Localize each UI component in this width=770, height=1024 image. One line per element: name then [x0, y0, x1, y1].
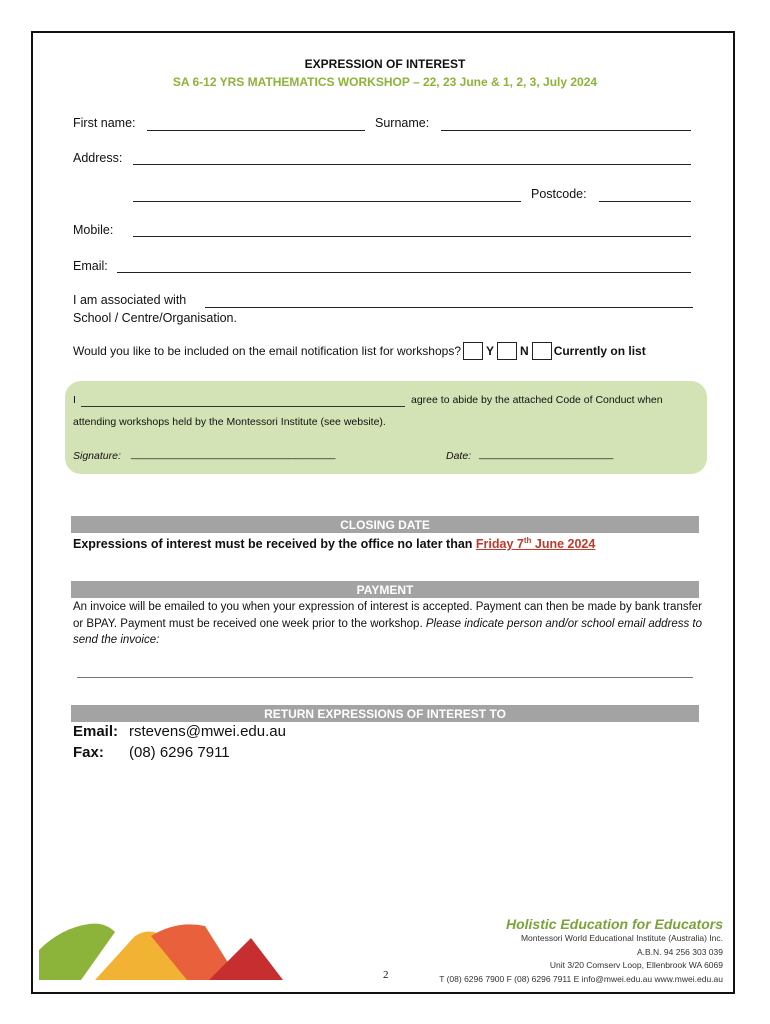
signature-label: Signature: — [73, 450, 121, 462]
date-field[interactable]: _______________________ — [479, 448, 614, 460]
closing-date-heading: CLOSING DATE — [71, 516, 699, 533]
invoice-email-field[interactable] — [77, 677, 693, 678]
postcode-field[interactable] — [599, 201, 691, 202]
school-label: School / Centre/Organisation. — [73, 311, 237, 325]
surname-field[interactable] — [441, 130, 691, 131]
payment-invoice-instruction: Please indicate person and/or school email address to send the invoice: — [73, 617, 703, 646]
page-number: 2 — [383, 969, 389, 981]
associated-label: I am associated with — [73, 293, 187, 307]
form-page — [31, 31, 735, 994]
email-label: Email: — [73, 259, 108, 273]
return-heading: RETURN EXPRESSIONS OF INTEREST TO — [71, 705, 699, 722]
option-no-label: N — [520, 344, 529, 358]
surname-label: Surname: — [375, 116, 430, 130]
return-email-value[interactable]: rstevens@mwei.edu.au — [129, 723, 286, 740]
closing-deadline-day: Friday 7 — [475, 537, 524, 552]
footer-contact-block — [363, 916, 723, 986]
association-field[interactable] — [205, 307, 693, 308]
footer-brand: Holistic Education for Educators — [505, 916, 723, 932]
footer-contact-line: T (08) 6296 7900 F (08) 6296 7911 E info@mwei.edu.au www.mwei.edu.au — [439, 973, 723, 984]
payment-heading: PAYMENT — [71, 581, 699, 598]
payment-text: An invoice will be emailed to you when your expression of interest is accepted. Payment can then be made by bank transfer or BPAY. Payment must be received one week prior to the workshop. — [73, 601, 703, 630]
return-fax-label: Fax: — [73, 744, 104, 761]
footer-org: Montessori World Educational Institute (Australia) Inc. — [520, 933, 723, 943]
return-email-label: Email: — [73, 723, 119, 740]
checkbox-no-spacer[interactable] — [497, 342, 517, 360]
date-label: Date: — [446, 450, 472, 462]
agreement-i-label: I — [73, 394, 76, 406]
checkbox-currently-on-list[interactable] — [532, 342, 552, 360]
agreement-attend-text: attending workshops held by the Montessori Institute (see website). — [73, 416, 386, 428]
email-list-question-row — [73, 342, 646, 360]
mobile-field[interactable] — [133, 236, 691, 237]
payment-text-block — [73, 599, 703, 649]
checkbox-yes[interactable] — [463, 342, 483, 360]
return-fax-value: (08) 6296 7911 — [129, 744, 230, 761]
closing-deadline — [476, 537, 595, 551]
mobile-label: Mobile: — [73, 223, 114, 237]
footer-address: Unit 3/20 Comserv Loop, Ellenbrook WA 6069 — [549, 960, 723, 970]
closing-deadline-sup: th — [523, 536, 532, 545]
page-title: EXPRESSION OF INTEREST — [304, 57, 466, 71]
address-label: Address: — [73, 151, 123, 165]
address-field-line-1[interactable] — [133, 164, 691, 165]
footer-abn: A.B.N. 94 256 303 039 — [636, 946, 723, 957]
agreement-text: agree to abide by the attached Code of Conduct when — [411, 394, 663, 406]
first-name-label: First name: — [73, 116, 136, 130]
option-current-label: Currently on list — [553, 344, 646, 358]
workshop-subtitle: SA 6-12 YRS MATHEMATICS WORKSHOP – 22, 23 June & 1, 2, 3, July 2024 — [172, 75, 598, 89]
option-yes-label: Y — [486, 344, 495, 358]
closing-date-text: Expressions of interest must be received by the office no later than — [73, 537, 473, 552]
closing-deadline-rest: June 2024 — [531, 537, 596, 552]
postcode-label: Postcode: — [531, 187, 587, 201]
agreement-name-field[interactable] — [81, 406, 405, 407]
address-field-line-2[interactable] — [133, 201, 521, 202]
email-list-question: Would you like to be included on the email notification list for workshops? — [73, 344, 461, 358]
closing-date-text-row — [73, 536, 595, 551]
first-name-field[interactable] — [147, 130, 365, 131]
email-field[interactable] — [117, 272, 691, 273]
agreement-panel — [65, 381, 707, 474]
mwei-logo-icon — [39, 918, 301, 990]
signature-field[interactable]: ___________________________________ — [131, 448, 336, 460]
